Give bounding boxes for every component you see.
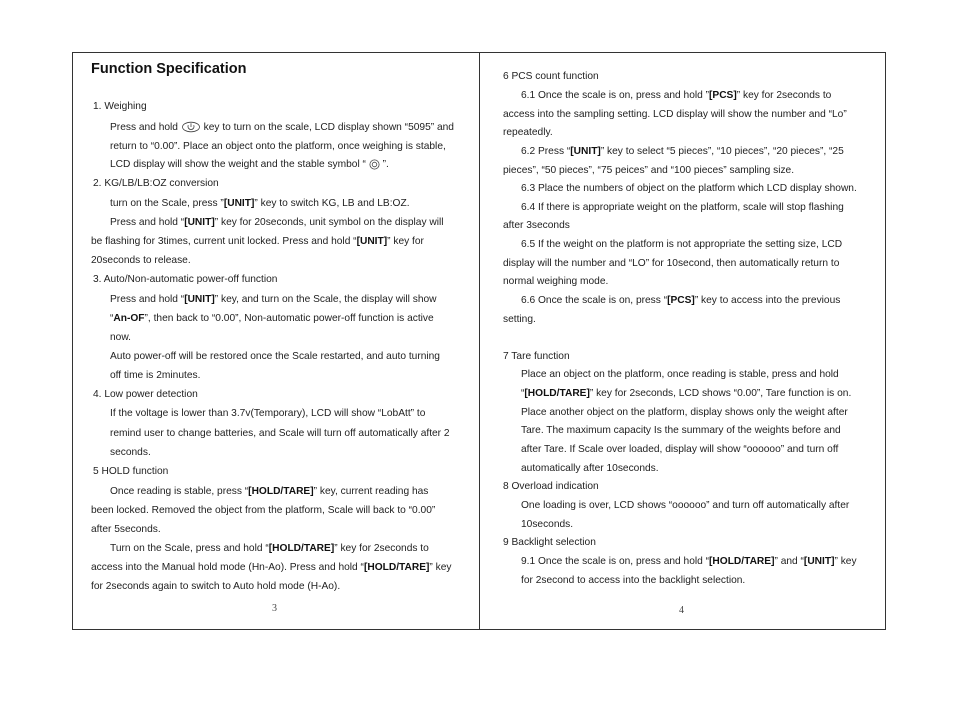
section-8-line-1: One loading is over, LCD shows “oooooo” and turn off automatically after (521, 500, 850, 511)
section-6-5-line-3: normal weighing mode. (503, 276, 609, 287)
section-2-line-4: 20seconds to release. (91, 255, 191, 266)
section-4-line-2: remind user to change batteries, and Scale will turn off automatically after 2 (110, 428, 450, 439)
section-5-line-5: access into the Manual hold mode (Hn-Ao). Press and hold “[HOLD/TARE]” key (91, 562, 452, 573)
section-7-line-6: automatically after 10seconds. (521, 463, 659, 474)
section-3-line-4: Auto power-off will be restored once the Scale restarted, and auto turning (110, 351, 440, 362)
section-6-5-line-2: display will the number and “LO” for 10second, then automatically return to (503, 258, 840, 269)
section-4-heading: 4. Low power detection (93, 389, 198, 400)
section-6-4-line-1: 6.4 If there is appropriate weight on the platform, scale will stop flashing (521, 202, 844, 213)
section-2-line-3: be flashing for 3times, current unit locked. Press and hold “[UNIT]” key for (91, 236, 424, 247)
page-title: Function Specification (91, 61, 247, 77)
section-5-line-3: after 5seconds. (91, 524, 161, 535)
section-9-1-line-2: for 2second to access into the backlight selection. (521, 575, 746, 586)
section-7-line-5: after Tare. If Scale over loaded, display will show “oooooo” and turn off (521, 444, 839, 455)
section-5-line-4: Turn on the Scale, press and hold “[HOLD/TARE]” key for 2seconds to (110, 543, 429, 554)
section-7-line-4: Tare. The maximum capacity Is the summary of the weights before and (521, 425, 841, 436)
section-6-1-line-1: 6.1 Once the scale is on, press and hold ”[PCS]” key for 2seconds to (521, 90, 832, 101)
section-6-heading: 6 PCS count function (503, 71, 599, 82)
stable-symbol-icon (369, 159, 380, 170)
section-9-1-line-1: 9.1 Once the scale is on, press and hold “[HOLD/TARE]” and “[UNIT]” key (521, 556, 857, 567)
section-6-4-line-2: after 3seconds (503, 220, 570, 231)
section-6-3-line-1: 6.3 Place the numbers of object on the platform which LCD display shown. (521, 183, 857, 194)
section-8-line-2: 10seconds. (521, 519, 574, 530)
section-5-line-6: for 2seconds again to switch to Auto hold mode (H-Ao). (91, 581, 341, 592)
power-key-icon (181, 121, 201, 133)
section-6-1-line-2: access into the sampling setting. LCD display will show the number and “Lo” (503, 109, 847, 120)
section-2-line-1: turn on the Scale, press ”[UNIT]” key to switch KG, LB and LB:OZ. (110, 198, 410, 209)
section-3-line-2: “An-OF”, then back to “0.00”, Non-automatic power-off function is active (110, 313, 434, 324)
section-6-6-line-2: setting. (503, 314, 536, 325)
section-3-line-3: now. (110, 332, 131, 343)
page-left (73, 53, 479, 629)
section-7-heading: 7 Tare function (503, 351, 570, 362)
section-3-line-1: Press and hold “[UNIT]” key, and turn on the Scale, the display will show (110, 294, 437, 305)
section-5-heading: 5 HOLD function (93, 466, 169, 477)
section-1-line-1: Press and hold key to turn on the scale, LCD display shown “5095” and (110, 122, 454, 133)
section-1-line-3: LCD display will show the weight and the stable symbol “ ”. (110, 159, 389, 170)
section-9-heading: 9 Backlight selection (503, 537, 596, 548)
section-4-line-1: If the voltage is lower than 3.7v(Temporary), LCD will show “LobAtt” to (110, 408, 426, 419)
section-6-2-line-1: 6.2 Press “[UNIT]” key to select “5 pieces”, “10 pieces”, “20 pieces”, “25 (521, 146, 844, 157)
page-number: 4 (679, 605, 684, 616)
section-6-6-line-1: 6.6 Once the scale is on, press “[PCS]” key to access into the previous (521, 295, 841, 306)
section-4-line-3: seconds. (110, 447, 151, 458)
section-7-line-2: “[HOLD/TARE]” key for 2seconds, LCD shows “0.00”, Tare function is on. (521, 388, 852, 399)
section-5-line-1: Once reading is stable, press “[HOLD/TARE]” key, current reading has (110, 486, 429, 497)
section-1-heading: 1. Weighing (93, 101, 147, 112)
page-right (480, 53, 886, 629)
section-6-2-line-2: pieces”, “50 pieces”, “75 peices” and “100 pieces” sampling size. (503, 165, 795, 176)
section-2-heading: 2. KG/LB/LB:OZ conversion (93, 178, 219, 189)
section-3-line-5: off time is 2minutes. (110, 370, 201, 381)
section-8-heading: 8 Overload indication (503, 481, 599, 492)
section-5-line-2: been locked. Removed the object from the platform, Scale will back to “0.00” (91, 505, 436, 516)
section-6-5-line-1: 6.5 If the weight on the platform is not appropriate the setting size, LCD (521, 239, 843, 250)
section-7-line-3: Place another object on the platform, display shows only the weight after (521, 407, 848, 418)
section-6-1-line-3: repeatedly. (503, 127, 553, 138)
section-1-line-2: return to “0.00”. Place an object onto the platform, once weighing is stable, (110, 141, 446, 152)
page-number: 3 (272, 603, 277, 614)
section-3-heading: 3. Auto/Non-automatic power-off function (93, 274, 278, 285)
manual-spread (72, 52, 886, 630)
section-2-line-2: Press and hold “[UNIT]” key for 20seconds, unit symbol on the display will (110, 217, 444, 228)
section-7-line-1: Place an object on the platform, once reading is stable, press and hold (521, 369, 839, 380)
